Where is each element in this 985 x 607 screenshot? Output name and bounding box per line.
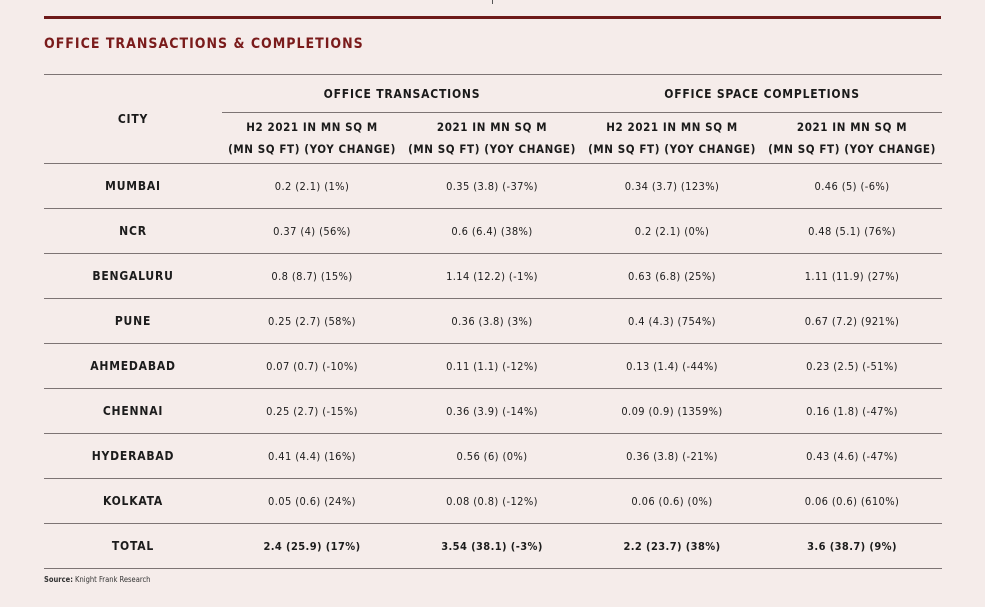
table-row bbox=[44, 344, 942, 389]
section-title: OFFICE TRANSACTIONS & COMPLETIONS bbox=[44, 36, 364, 52]
subheader-h2-2021-completions: H2 2021 IN MN SQ M (MN SQ FT) (YOY CHANGE) bbox=[588, 120, 756, 156]
value-cell: 0.07 (0.7) (-10%) bbox=[222, 344, 402, 389]
value-cell: 0.16 (1.8) (-47%) bbox=[762, 389, 942, 434]
value-cell: 0.08 (0.8) (-12%) bbox=[402, 479, 582, 524]
subheader-2021-completions: 2021 IN MN SQ M (MN SQ FT) (YOY CHANGE) bbox=[768, 120, 936, 156]
top-tick-mark bbox=[492, 0, 493, 4]
value-cell: 0.6 (6.4) (38%) bbox=[402, 209, 582, 254]
value-cell: 0.67 (7.2) (921%) bbox=[762, 299, 942, 344]
source-note: Source: Knight Frank Research bbox=[44, 575, 151, 584]
top-accent-rule bbox=[44, 16, 941, 19]
value-cell: 0.43 (4.6) (-47%) bbox=[762, 434, 942, 479]
table-row bbox=[44, 299, 942, 344]
city-cell: AHMEDABAD bbox=[44, 344, 222, 389]
value-cell: 0.46 (5) (-6%) bbox=[762, 164, 942, 209]
value-cell: 0.63 (6.8) (25%) bbox=[582, 254, 762, 299]
value-cell: 0.56 (6) (0%) bbox=[402, 434, 582, 479]
value-cell: 0.06 (0.6) (0%) bbox=[582, 479, 762, 524]
value-cell: 0.09 (0.9) (1359%) bbox=[582, 389, 762, 434]
table-body bbox=[44, 164, 942, 569]
value-cell: 2.2 (23.7) (38%) bbox=[582, 524, 762, 569]
table-row bbox=[44, 254, 942, 299]
value-cell: 0.05 (0.6) (24%) bbox=[222, 479, 402, 524]
value-cell: 0.4 (4.3) (754%) bbox=[582, 299, 762, 344]
city-cell: CHENNAI bbox=[44, 389, 222, 434]
city-cell: TOTAL bbox=[44, 524, 222, 569]
value-cell: 0.34 (3.7) (123%) bbox=[582, 164, 762, 209]
value-cell: 0.48 (5.1) (76%) bbox=[762, 209, 942, 254]
value-cell: 0.36 (3.8) (-21%) bbox=[582, 434, 762, 479]
value-cell: 0.36 (3.8) (3%) bbox=[402, 299, 582, 344]
city-cell: NCR bbox=[44, 209, 222, 254]
table-row bbox=[44, 164, 942, 209]
value-cell: 1.11 (11.9) (27%) bbox=[762, 254, 942, 299]
table-row bbox=[44, 389, 942, 434]
value-cell: 0.8 (8.7) (15%) bbox=[222, 254, 402, 299]
city-cell: PUNE bbox=[44, 299, 222, 344]
value-cell: 2.4 (25.9) (17%) bbox=[222, 524, 402, 569]
city-cell: BENGALURU bbox=[44, 254, 222, 299]
subheader-2021-transactions: 2021 IN MN SQ M (MN SQ FT) (YOY CHANGE) bbox=[408, 120, 576, 156]
value-cell: 0.11 (1.1) (-12%) bbox=[402, 344, 582, 389]
value-cell: 3.54 (38.1) (-3%) bbox=[402, 524, 582, 569]
table-row bbox=[44, 434, 942, 479]
city-cell: KOLKATA bbox=[44, 479, 222, 524]
group-header-completions: OFFICE SPACE COMPLETIONS bbox=[582, 75, 942, 113]
value-cell: 0.23 (2.5) (-51%) bbox=[762, 344, 942, 389]
city-cell: MUMBAI bbox=[44, 164, 222, 209]
value-cell: 0.25 (2.7) (58%) bbox=[222, 299, 402, 344]
value-cell: 3.6 (38.7) (9%) bbox=[762, 524, 942, 569]
table-row bbox=[44, 209, 942, 254]
value-cell: 0.37 (4) (56%) bbox=[222, 209, 402, 254]
value-cell: 0.2 (2.1) (1%) bbox=[222, 164, 402, 209]
value-cell: 0.2 (2.1) (0%) bbox=[582, 209, 762, 254]
group-header-transactions: OFFICE TRANSACTIONS bbox=[222, 75, 582, 113]
value-cell: 1.14 (12.2) (-1%) bbox=[402, 254, 582, 299]
city-cell: HYDERABAD bbox=[44, 434, 222, 479]
value-cell: 0.06 (0.6) (610%) bbox=[762, 479, 942, 524]
value-cell: 0.25 (2.7) (-15%) bbox=[222, 389, 402, 434]
value-cell: 0.41 (4.4) (16%) bbox=[222, 434, 402, 479]
subheader-h2-2021-transactions: H2 2021 IN MN SQ M (MN SQ FT) (YOY CHANGE) bbox=[228, 120, 396, 156]
value-cell: 0.35 (3.8) (-37%) bbox=[402, 164, 582, 209]
value-cell: 0.13 (1.4) (-44%) bbox=[582, 344, 762, 389]
table-row bbox=[44, 479, 942, 524]
city-column-header: CITY bbox=[117, 112, 149, 126]
table-row-total bbox=[44, 524, 942, 569]
value-cell: 0.36 (3.9) (-14%) bbox=[402, 389, 582, 434]
office-data-table bbox=[44, 74, 942, 569]
